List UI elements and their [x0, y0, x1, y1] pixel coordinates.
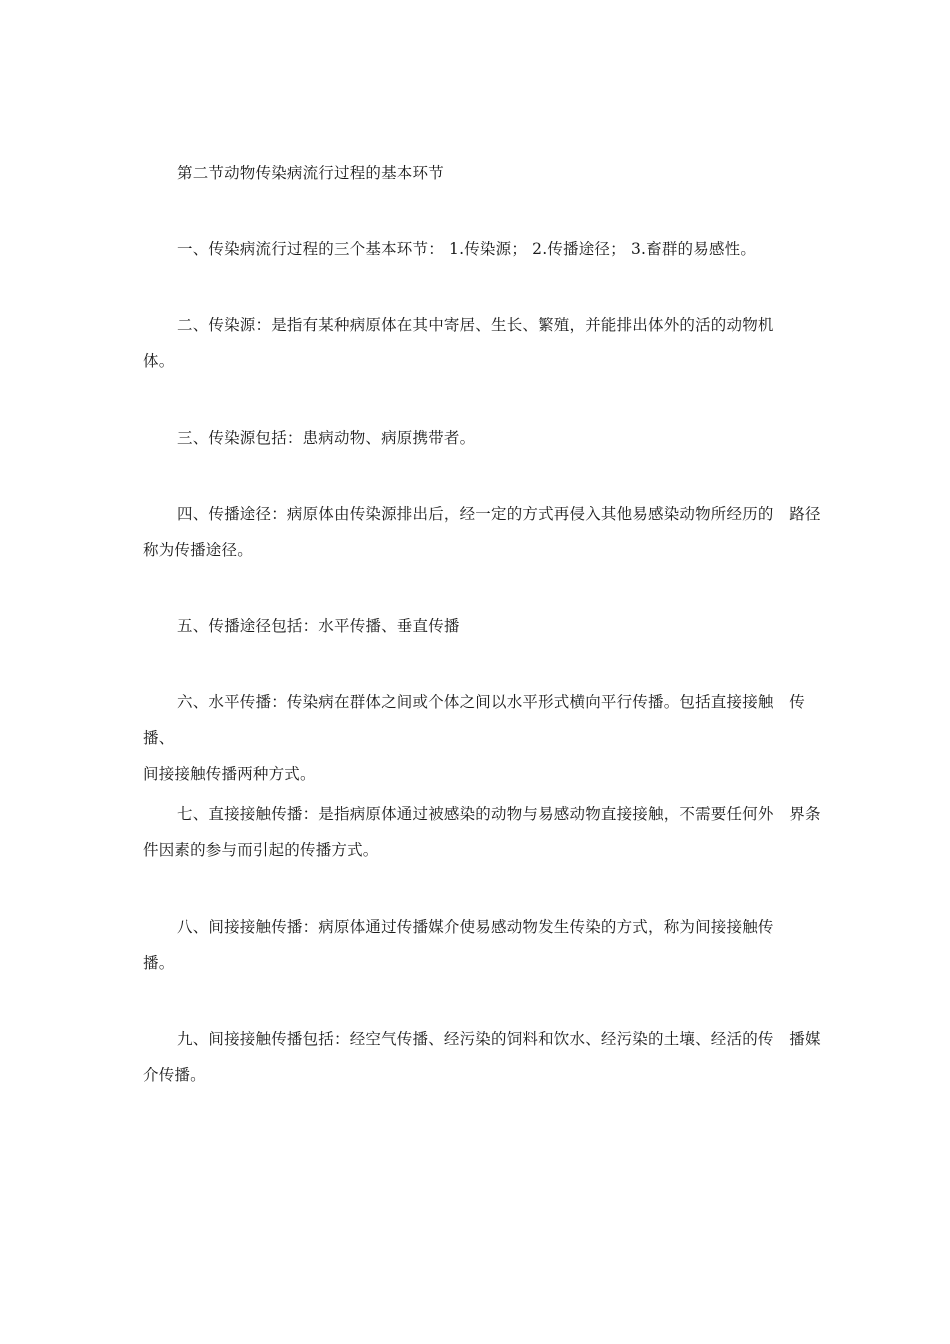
paragraph-6: [143, 684, 823, 792]
paragraph-line-continued: 件因素的参与而引起的传播方式。: [143, 841, 379, 859]
paragraph-line: 五、传播途径包括：水平传播、垂直传播: [177, 617, 460, 635]
paragraph-line-continued: 间接接触传播两种方式。: [143, 765, 316, 783]
paragraph-5: [143, 608, 823, 644]
paragraph-line: 四、传播途径：病原体由传染源排出后，经一定的方式再侵入其他易感染动物所经历的 路径: [177, 505, 821, 523]
paragraph-line-continued: 体。: [143, 352, 175, 370]
paragraph-line: 七、直接接触传播：是指病原体通过被感染的动物与易感动物直接接触，不需要任何外 界条: [177, 805, 821, 823]
paragraph-8: [143, 909, 823, 981]
paragraph-line: 九、间接接触传播包括：经空气传播、经污染的饲料和饮水、经污染的土壤、经活的传 播媒: [177, 1030, 821, 1048]
paragraph-line: 八、间接接触传播：病原体通过传播媒介使易感动物发生传染的方式，称为间接接触传: [177, 918, 774, 936]
paragraph-7: [143, 796, 823, 868]
paragraph-line: 三、传染源包括：患病动物、病原携带者。: [177, 429, 476, 447]
paragraph-1: [143, 231, 823, 267]
paragraph-line: 一、传染病流行过程的三个基本环节： 1.传染源； 2.传播途径； 3.畜群的易感性。: [177, 240, 757, 258]
paragraph-line: 二、传染源：是指有某种病原体在其中寄居、生长、繁殖，并能排出体外的活的动物机: [177, 316, 774, 334]
paragraph-line-continued: 介传播。: [143, 1066, 206, 1084]
paragraph-line-continued: 播。: [143, 954, 175, 972]
paragraph-2: [143, 307, 823, 379]
paragraph-3: [143, 420, 823, 456]
section-title: [143, 155, 823, 191]
paragraph-9: [143, 1021, 823, 1093]
paragraph-line-continued: 称为传播途径。: [143, 541, 253, 559]
paragraph-line: 六、水平传播：传染病在群体之间或个体之间以水平形式横向平行传播。包括直接接触 传播、: [143, 693, 806, 747]
paragraph-4: [143, 496, 823, 568]
title-line: 第二节动物传染病流行过程的基本环节: [177, 164, 444, 182]
